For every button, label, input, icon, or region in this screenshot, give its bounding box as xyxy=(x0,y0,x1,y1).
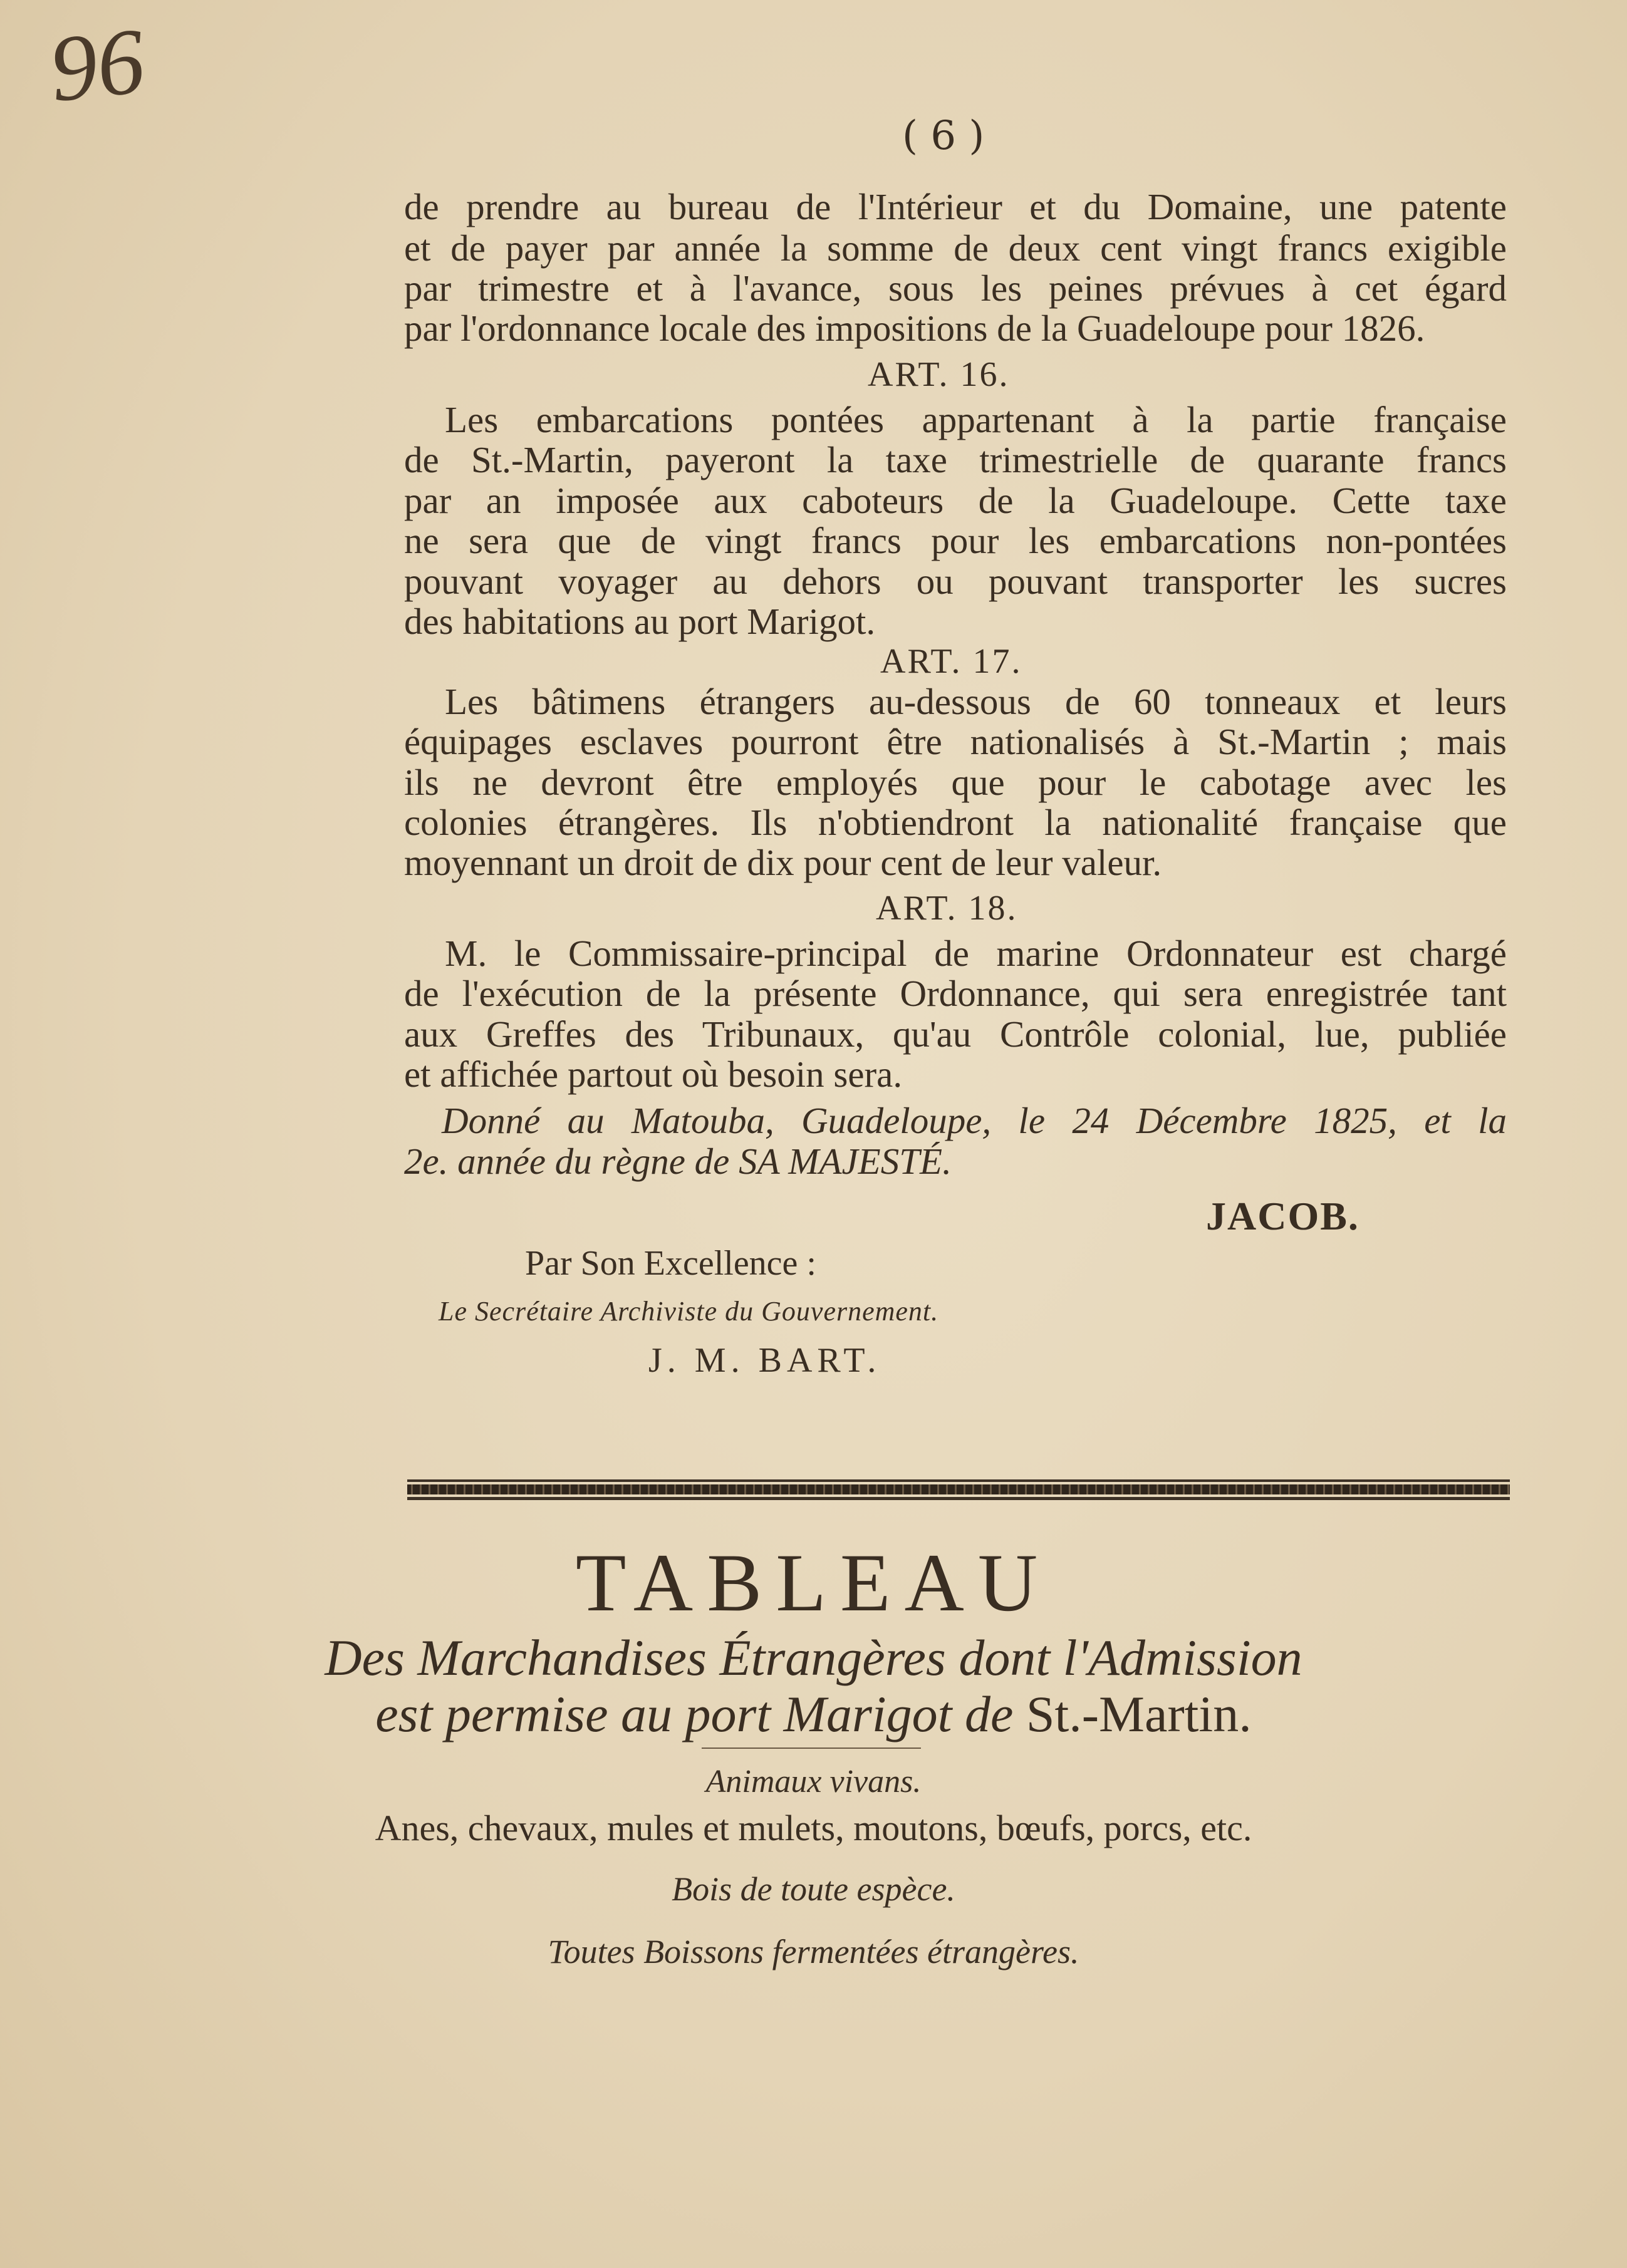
subtitle-roman-part: St.-Martin. xyxy=(1026,1685,1252,1742)
reign-year-line: 2e. année du règne de SA MAJESTÉ. xyxy=(404,1141,952,1182)
text-line: des habitations au port Marigot. xyxy=(404,601,876,642)
text-line: aux Greffes des Tribunaux, qu'au Contrôle colonial, lue, publiée xyxy=(404,1013,1507,1055)
text-line: par an imposée aux caboteurs de la Guadeloupe. Cette taxe xyxy=(404,480,1507,521)
page-number: ( 6 ) xyxy=(902,113,985,159)
secretary-title: Le Secrétaire Archiviste du Gouvernement. xyxy=(439,1296,939,1327)
by-excellency: Par Son Excellence : xyxy=(525,1244,816,1283)
signature-jacob: JACOB. xyxy=(1206,1194,1359,1238)
text-line: colonies étrangères. Ils n'obtiendront la nationalité française que xyxy=(404,802,1507,843)
text-line: par trimestre et à l'avance, sous les peines prévues à cet égard xyxy=(404,267,1507,309)
text-line: ils ne devront être employés que pour le cabotage avec les xyxy=(404,762,1507,803)
section-animals-heading: Animaux vivans. xyxy=(705,1764,922,1799)
secretary-name: J. M. BART. xyxy=(648,1341,881,1380)
article-17-heading: ART. 17. xyxy=(880,642,1022,681)
tableau-subtitle-line1: Des Marchandises Étrangères dont l'Admission xyxy=(325,1629,1302,1686)
thin-rule xyxy=(702,1748,921,1749)
section-animals-items: Anes, chevaux, mules et mulets, moutons, bœufs, porcs, etc. xyxy=(375,1808,1252,1848)
text-line: et de payer par année la somme de deux cent vingt francs exigible xyxy=(404,227,1507,269)
text-line: moyennant un droit de dix pour cent de leur valeur. xyxy=(404,842,1162,883)
text-line: de l'exécution de la présente Ordonnance, qui sera enregistrée tant xyxy=(404,973,1507,1014)
article-18-heading: ART. 18. xyxy=(876,889,1018,928)
text-line: et affichée partout où besoin sera. xyxy=(404,1054,903,1095)
text-line: de St.-Martin, payeront la taxe trimestrielle de quarante francs xyxy=(404,439,1507,480)
decorative-rule xyxy=(407,1479,1510,1502)
article-16-heading: ART. 16. xyxy=(868,355,1010,394)
subtitle-italic-part: est permise au port Marigot de xyxy=(375,1685,1014,1742)
text-line: par l'ordonnance locale des impositions de la Guadeloupe pour 1826. xyxy=(404,308,1425,349)
margin-note: 96 xyxy=(44,8,150,122)
text-line: M. le Commissaire-principal de marine Ordonnateur est chargé xyxy=(445,933,1507,974)
given-at-line: Donné au Matouba, Guadeloupe, le 24 Décembre 1825, et la xyxy=(442,1100,1507,1141)
text-line: équipages esclaves pourront être nationalisés à St.-Martin ; mais xyxy=(404,721,1507,762)
text-line: Les bâtimens étrangers au-dessous de 60 tonneaux et leurs xyxy=(445,681,1507,722)
tableau-subtitle-line2 xyxy=(0,1685,1627,1744)
text-line: de prendre au bureau de l'Intérieur et du Domaine, une patente xyxy=(404,186,1507,227)
section-drinks-heading: Toutes Boissons fermentées étrangères. xyxy=(548,1933,1079,1970)
tableau-title: TABLEAU xyxy=(575,1536,1052,1629)
text-line: Les embarcations pontées appartenant à la partie française xyxy=(445,399,1507,440)
text-line: pouvant voyager au dehors ou pouvant transporter les sucres xyxy=(404,561,1507,602)
text-line: ne sera que de vingt francs pour les embarcations non-pontées xyxy=(404,520,1507,561)
section-wood-heading: Bois de toute espèce. xyxy=(672,1870,955,1908)
